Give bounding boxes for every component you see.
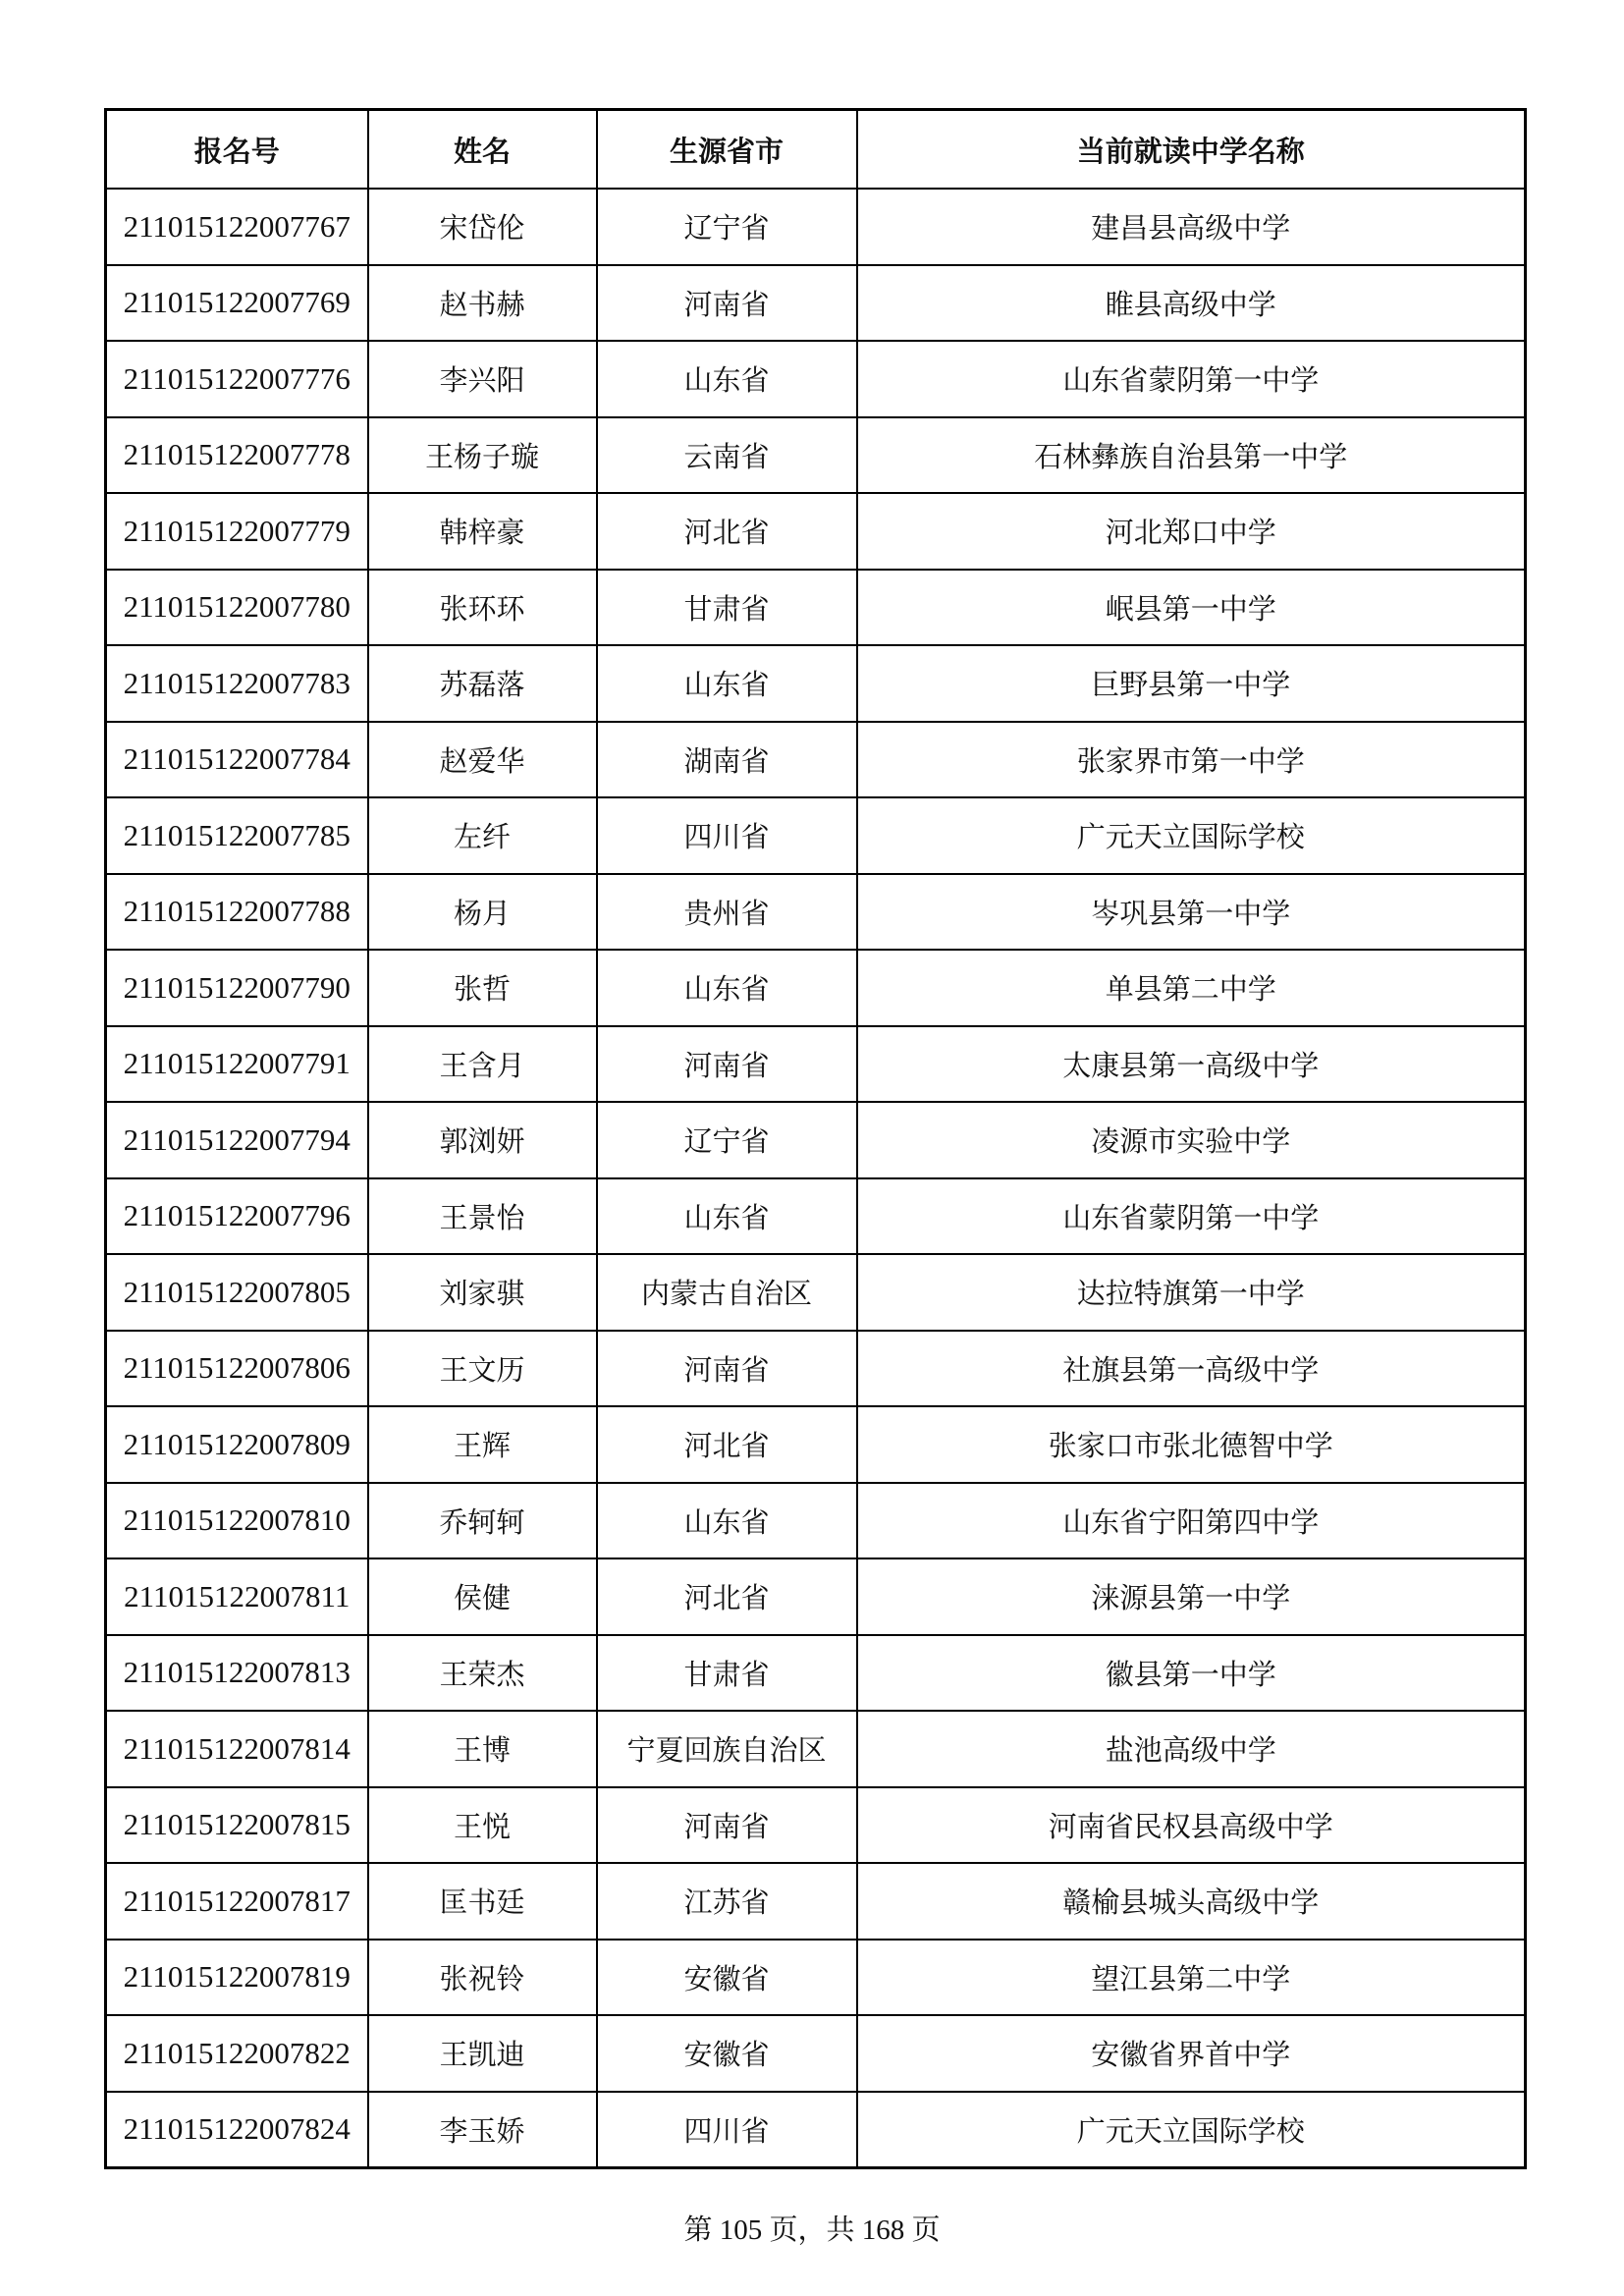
- table-row: [106, 189, 1526, 265]
- registration-number-cell: 211015122007780: [106, 570, 368, 646]
- table-row: [106, 341, 1526, 417]
- province-cell: 贵州省: [597, 874, 857, 951]
- province-cell: 河南省: [597, 1331, 857, 1407]
- school-cell: 石林彝族自治县第一中学: [857, 417, 1526, 494]
- name-cell: 王凯迪: [368, 2015, 597, 2092]
- school-cell: 广元天立国际学校: [857, 797, 1526, 874]
- name-cell: 张祝铃: [368, 1940, 597, 2016]
- table-row: [106, 1178, 1526, 1255]
- registration-number-cell: 211015122007806: [106, 1331, 368, 1407]
- name-cell: 郭浏妍: [368, 1102, 597, 1178]
- name-cell: 匡书廷: [368, 1863, 597, 1940]
- table-row: [106, 874, 1526, 951]
- registration-number-cell: 211015122007814: [106, 1711, 368, 1787]
- province-cell: 湖南省: [597, 722, 857, 798]
- name-cell: 王荣杰: [368, 1635, 597, 1712]
- school-cell: 达拉特旗第一中学: [857, 1254, 1526, 1331]
- province-cell: 安徽省: [597, 2015, 857, 2092]
- school-cell: 河北郑口中学: [857, 493, 1526, 570]
- table-row: [106, 950, 1526, 1026]
- name-cell: 韩梓豪: [368, 493, 597, 570]
- name-cell: 李兴阳: [368, 341, 597, 417]
- name-cell: 左纤: [368, 797, 597, 874]
- province-cell: 河北省: [597, 493, 857, 570]
- name-cell: 王杨子璇: [368, 417, 597, 494]
- school-cell: 徽县第一中学: [857, 1635, 1526, 1712]
- name-cell: 刘家骐: [368, 1254, 597, 1331]
- registration-number-cell: 211015122007778: [106, 417, 368, 494]
- name-cell: 宋岱伦: [368, 189, 597, 265]
- name-cell: 王辉: [368, 1406, 597, 1483]
- table-row: [106, 722, 1526, 798]
- registration-number-cell: 211015122007791: [106, 1026, 368, 1103]
- school-cell: 凌源市实验中学: [857, 1102, 1526, 1178]
- registration-number-cell: 211015122007817: [106, 1863, 368, 1940]
- table-header-row: [106, 110, 1526, 190]
- school-cell: 赣榆县城头高级中学: [857, 1863, 1526, 1940]
- school-cell: 张家口市张北德智中学: [857, 1406, 1526, 1483]
- name-cell: 张环环: [368, 570, 597, 646]
- registration-number-cell: 211015122007783: [106, 645, 368, 722]
- province-cell: 甘肃省: [597, 570, 857, 646]
- registration-number-cell: 211015122007767: [106, 189, 368, 265]
- school-cell: 涞源县第一中学: [857, 1558, 1526, 1635]
- table-row: [106, 1711, 1526, 1787]
- school-cell: 盐池高级中学: [857, 1711, 1526, 1787]
- name-cell: 乔轲轲: [368, 1483, 597, 1559]
- registration-number-cell: 211015122007794: [106, 1102, 368, 1178]
- table-row: [106, 2015, 1526, 2092]
- name-cell: 王含月: [368, 1026, 597, 1103]
- registration-number-cell: 211015122007784: [106, 722, 368, 798]
- registration-number-cell: 211015122007819: [106, 1940, 368, 2016]
- table-row: [106, 645, 1526, 722]
- province-cell: 安徽省: [597, 1940, 857, 2016]
- student-roster-table: [104, 108, 1527, 2169]
- registration-number-cell: 211015122007811: [106, 1558, 368, 1635]
- school-cell: 山东省蒙阴第一中学: [857, 341, 1526, 417]
- table-row: [106, 1406, 1526, 1483]
- province-cell: 内蒙古自治区: [597, 1254, 857, 1331]
- name-cell: 王景怡: [368, 1178, 597, 1255]
- province-cell: 山东省: [597, 1483, 857, 1559]
- name-cell: 赵爱华: [368, 722, 597, 798]
- province-cell: 甘肃省: [597, 1635, 857, 1712]
- province-cell: 山东省: [597, 341, 857, 417]
- school-cell: 社旗县第一高级中学: [857, 1331, 1526, 1407]
- table-body: [106, 189, 1526, 2168]
- province-cell: 辽宁省: [597, 189, 857, 265]
- province-cell: 四川省: [597, 2092, 857, 2168]
- registration-number-cell: 211015122007809: [106, 1406, 368, 1483]
- registration-number-cell: 211015122007810: [106, 1483, 368, 1559]
- header-school: 当前就读中学名称: [857, 110, 1526, 190]
- registration-number-cell: 211015122007813: [106, 1635, 368, 1712]
- province-cell: 河北省: [597, 1406, 857, 1483]
- school-cell: 张家界市第一中学: [857, 722, 1526, 798]
- province-cell: 江苏省: [597, 1863, 857, 1940]
- name-cell: 侯健: [368, 1558, 597, 1635]
- school-cell: 建昌县高级中学: [857, 189, 1526, 265]
- table-row: [106, 1026, 1526, 1103]
- registration-number-cell: 211015122007815: [106, 1787, 368, 1864]
- school-cell: 山东省蒙阴第一中学: [857, 1178, 1526, 1255]
- school-cell: 山东省宁阳第四中学: [857, 1483, 1526, 1559]
- table-row: [106, 1863, 1526, 1940]
- school-cell: 望江县第二中学: [857, 1940, 1526, 2016]
- school-cell: 巨野县第一中学: [857, 645, 1526, 722]
- table-row: [106, 570, 1526, 646]
- registration-number-cell: 211015122007788: [106, 874, 368, 951]
- registration-number-cell: 211015122007776: [106, 341, 368, 417]
- registration-number-cell: 211015122007822: [106, 2015, 368, 2092]
- province-cell: 河南省: [597, 265, 857, 342]
- header-registration-number: 报名号: [106, 110, 368, 190]
- registration-number-cell: 211015122007779: [106, 493, 368, 570]
- province-cell: 辽宁省: [597, 1102, 857, 1178]
- name-cell: 杨月: [368, 874, 597, 951]
- table-row: [106, 265, 1526, 342]
- table-row: [106, 493, 1526, 570]
- province-cell: 河南省: [597, 1787, 857, 1864]
- name-cell: 赵书赫: [368, 265, 597, 342]
- registration-number-cell: 211015122007805: [106, 1254, 368, 1331]
- table-row: [106, 417, 1526, 494]
- table-row: [106, 1940, 1526, 2016]
- registration-number-cell: 211015122007790: [106, 950, 368, 1026]
- name-cell: 王悦: [368, 1787, 597, 1864]
- table-row: [106, 1558, 1526, 1635]
- table-row: [106, 1102, 1526, 1178]
- table-row: [106, 1483, 1526, 1559]
- province-cell: 山东省: [597, 1178, 857, 1255]
- registration-number-cell: 211015122007785: [106, 797, 368, 874]
- province-cell: 云南省: [597, 417, 857, 494]
- province-cell: 山东省: [597, 950, 857, 1026]
- name-cell: 王博: [368, 1711, 597, 1787]
- table-row: [106, 1254, 1526, 1331]
- province-cell: 四川省: [597, 797, 857, 874]
- table-row: [106, 1331, 1526, 1407]
- registration-number-cell: 211015122007796: [106, 1178, 368, 1255]
- table-row: [106, 2092, 1526, 2168]
- province-cell: 宁夏回族自治区: [597, 1711, 857, 1787]
- province-cell: 山东省: [597, 645, 857, 722]
- name-cell: 张哲: [368, 950, 597, 1026]
- school-cell: 岷县第一中学: [857, 570, 1526, 646]
- registration-number-cell: 211015122007824: [106, 2092, 368, 2168]
- school-cell: 单县第二中学: [857, 950, 1526, 1026]
- table-row: [106, 1635, 1526, 1712]
- header-name: 姓名: [368, 110, 597, 190]
- name-cell: 李玉娇: [368, 2092, 597, 2168]
- school-cell: 河南省民权县高级中学: [857, 1787, 1526, 1864]
- school-cell: 岑巩县第一中学: [857, 874, 1526, 951]
- table-row: [106, 797, 1526, 874]
- page-number-footer: 第 105 页，共 168 页: [683, 2214, 941, 2246]
- table-row: [106, 1787, 1526, 1864]
- name-cell: 苏磊落: [368, 645, 597, 722]
- school-cell: 太康县第一高级中学: [857, 1026, 1526, 1103]
- registration-number-cell: 211015122007769: [106, 265, 368, 342]
- school-cell: 安徽省界首中学: [857, 2015, 1526, 2092]
- name-cell: 王文历: [368, 1331, 597, 1407]
- school-cell: 睢县高级中学: [857, 265, 1526, 342]
- province-cell: 河北省: [597, 1558, 857, 1635]
- header-province: 生源省市: [597, 110, 857, 190]
- province-cell: 河南省: [597, 1026, 857, 1103]
- school-cell: 广元天立国际学校: [857, 2092, 1526, 2168]
